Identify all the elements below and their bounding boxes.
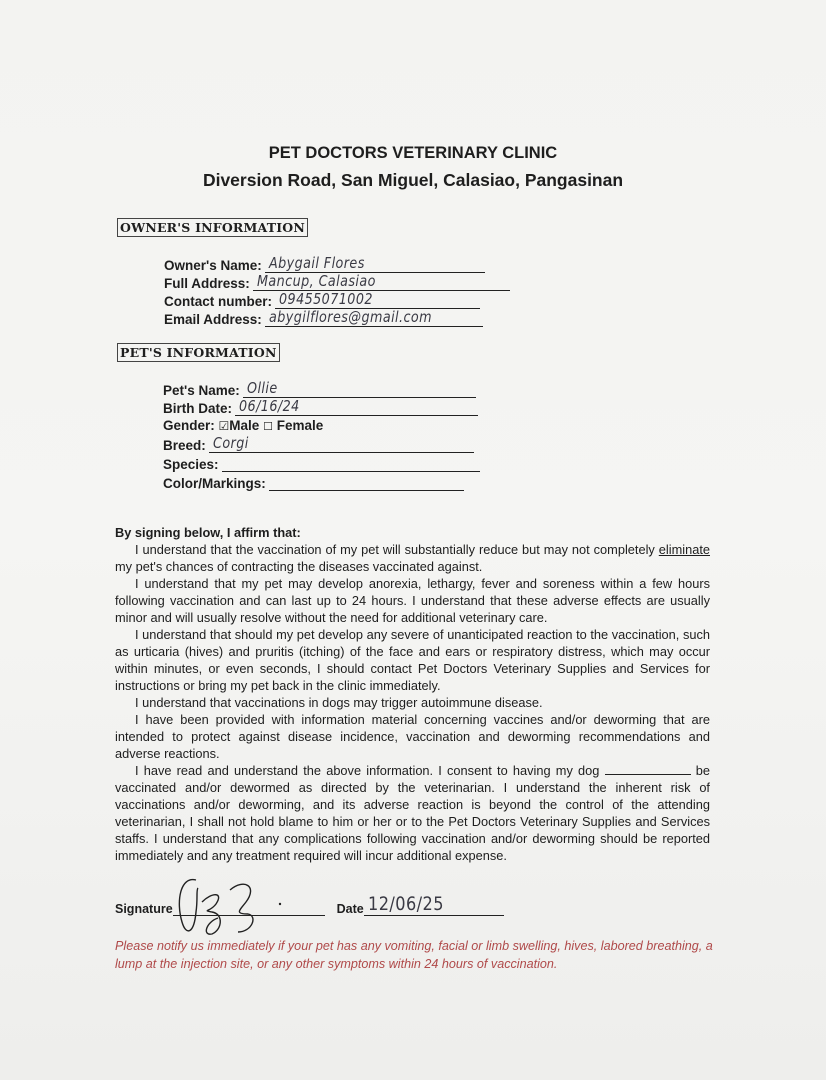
male-checkbox[interactable]: ☑ — [218, 419, 230, 433]
pet-species-field[interactable] — [163, 455, 480, 472]
pet-name-field[interactable] — [163, 381, 476, 398]
owner-address-label: Full Address: — [164, 276, 250, 291]
consent-p6-pre: I have read and understand the above information. I consent to having my dog — [135, 763, 605, 778]
clinic-name: PET DOCTORS VETERINARY CLINIC — [268, 144, 558, 162]
pet-gender-field — [163, 418, 323, 433]
consent-p1-underlined: eliminate — [658, 542, 710, 557]
date-field[interactable] — [364, 895, 504, 916]
consent-paragraph-6 — [115, 762, 710, 864]
pet-gender-label: Gender: — [163, 418, 215, 433]
pet-birthdate-field[interactable] — [163, 399, 478, 416]
female-checkbox[interactable]: ☐ — [263, 421, 273, 433]
clinic-address: Diversion Road, San Miguel, Calasiao, Pangasinan — [202, 170, 624, 190]
owner-email-value: abygilflores@gmail.com — [268, 308, 432, 326]
pet-birthdate-value: 06/16/24 — [239, 397, 300, 415]
owner-name-value: Abygail Flores — [268, 254, 365, 272]
pet-name-value: Ollie — [246, 379, 278, 397]
consent-lead: By signing below, I affirm that: — [115, 525, 301, 540]
female-label: Female — [276, 418, 324, 433]
pet-name-label: Pet's Name: — [163, 383, 240, 398]
owner-email-field[interactable] — [164, 310, 483, 327]
pet-breed-value: Corgi — [212, 434, 249, 452]
consent-paragraph-5: I have been provided with information material concerning vaccines and/or deworming that are intended to protect against disease incidence, vaccination and deworming recommendations and adverse reactions. — [115, 712, 710, 761]
owner-email-label: Email Address: — [164, 312, 262, 327]
post-vaccination-notice: Please notify us immediately if your pet has any vomiting, facial or limb swelling, hives, labored breathing, a lump at the injection site, or any other symptoms within 24 hours of vaccination. — [115, 939, 713, 971]
consent-p1-pre: I understand that the vaccination of my pet will substantially reduce but may not completely — [135, 542, 659, 557]
owner-contact-label: Contact number: — [164, 294, 272, 309]
handwritten-signature — [172, 872, 292, 942]
consent-p1-post: my pet's chances of contracting the diseases vaccinated against. — [115, 559, 483, 574]
consent-paragraph-2: I understand that my pet may develop anorexia, lethargy, fever and soreness within a few hours following vaccination and can last up to 24 hours. I understand that these adverse effects are usually minor and will usually resolve without the need for additional veterinary care. — [115, 576, 710, 625]
owner-contact-field[interactable] — [164, 292, 480, 309]
signature-label: Signature — [115, 902, 173, 916]
consent-p6-post: be vaccinated and/or dewormed as directed by the veterinarian. I understand the inherent risk of vaccinations and/or deworming, and its adverse reaction is beyond the control of the attending veterinarian, I shall not hold blame to him or her or to the Pet Doctors Veterinary Supplies and Services staffs. I understand that any complications following vaccination and/or deworming should be reported immediately and any treatment required will incur additional expense. — [115, 763, 710, 863]
owner-address-field[interactable] — [164, 274, 510, 291]
date-label: Date — [336, 902, 364, 916]
consent-paragraph-4: I understand that vaccinations in dogs may trigger autoimmune disease. — [135, 695, 543, 710]
owner-address-value: Mancup, Calasiao — [256, 272, 376, 290]
pet-color-field[interactable] — [163, 474, 464, 491]
date-value: 12/06/25 — [367, 893, 444, 915]
owner-section-title: OWNER'S INFORMATION — [117, 218, 308, 237]
owner-contact-value: 09455071002 — [279, 290, 373, 308]
pet-breed-label: Breed: — [163, 438, 206, 453]
dog-name-blank[interactable] — [605, 764, 691, 775]
consent-paragraph-1 — [115, 541, 710, 575]
consent-text — [115, 524, 710, 864]
pet-breed-field[interactable] — [163, 436, 474, 453]
consent-paragraph-3: I understand that should my pet develop any severe of unanticipated reaction to the vaccination, such as urticaria (hives) and pruritis (itching) of the face and ears or respiratory distress, which may occur within minutes, or even seconds, I should contact Pet Doctors Veterinary Supplies and Services for instructions or bring my pet back in the clinic immediately. — [115, 627, 710, 693]
pet-section-title: PET'S INFORMATION — [117, 343, 280, 362]
owner-name-label: Owner's Name: — [164, 258, 262, 273]
male-label: Male — [229, 418, 260, 433]
pet-color-label: Color/Markings: — [163, 476, 266, 491]
pet-species-label: Species: — [163, 457, 219, 472]
pet-birthdate-label: Birth Date: — [163, 401, 233, 416]
owner-name-field[interactable] — [164, 256, 485, 273]
